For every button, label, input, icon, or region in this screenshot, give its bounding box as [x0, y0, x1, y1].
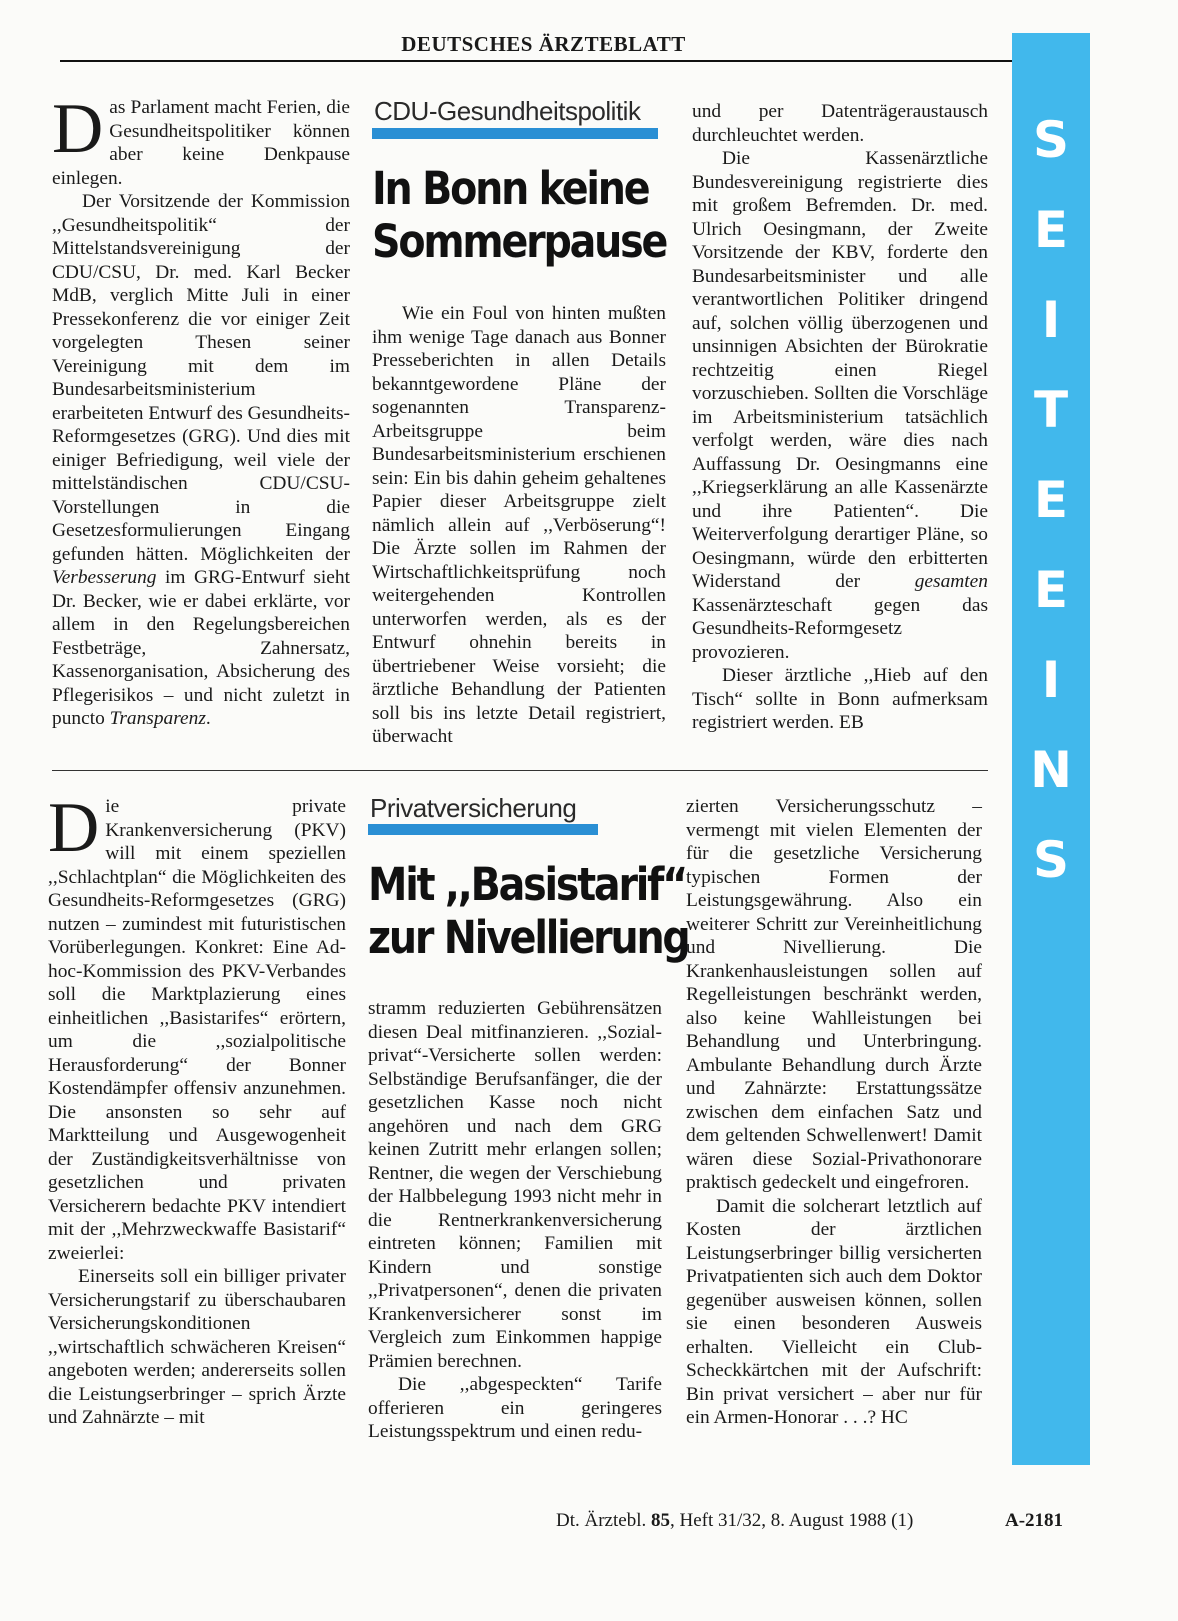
article1-column1 [52, 90, 350, 731]
sidebar-letter: E [1033, 561, 1069, 619]
article2-rubric: Privatversicherung [370, 793, 577, 823]
sidebar-letter: E [1033, 201, 1069, 259]
headline-line: Sommerpause [372, 215, 667, 268]
footer-citation [556, 1510, 1076, 1532]
article2-paragraph: Die ,,abgespeckten“ Tarife offerieren ein geringeres Leistungsspektrum und einen redu- [368, 1374, 662, 1442]
article2-column3 [686, 795, 982, 1430]
article2-column2 [368, 997, 662, 1444]
journal-name: Dt. Ärztebl. [556, 1510, 647, 1531]
article1-headline [372, 162, 666, 268]
sidebar-label [1012, 95, 1090, 905]
article1-paragraph: Dieser ärztliche ,,Hieb auf den Tisch“ sollte in Bonn aufmerksam registriert werden. EB [692, 665, 988, 733]
rubric-underline [372, 128, 658, 139]
rubric-underline [368, 824, 598, 835]
headline-line: In Bonn keine [372, 162, 649, 215]
headline-line: zur Nivellierung [368, 911, 689, 964]
sidebar-letter: S [1032, 831, 1069, 889]
headline-line: Mit ,,Basistarif“ [368, 858, 687, 911]
sidebar-letter: I [1041, 651, 1061, 709]
article2-paragraph: Einerseits soll ein billiger privater Versicherungstarif zu überschaubaren Versicherungskonditionen ,,wirtschaftlich schwächeren Kreisen“ angeboten werden; andererseits sollen die Leistungserbringer – sprich Ärzte und Zahnärzte – mit [48, 1266, 346, 1428]
article1-paragraph: und per Datenträgeraustausch durchleuchtet werden. [692, 101, 988, 146]
article2-paragraph: zierten Versicherungsschutz – vermengt mit vielen Elementen der für die gesetzliche Versicherung typischen Formen der Leistungsgewährung. Also ein weiterer Schritt zur Vereinheitlichung und Nivellierung. Die Krankenhausleistungen sollen auf Regelleistungen beschränkt werden, also keine Wahlleistungen bei Behandlung und Unterbringung. Ambulante Behandlung durch Ärzte und Zahnärzte: Erstattungssätze zwischen dem einfachen Satz und dem geltenden Schwellenwert! Damit wären diese Sozial-Privathonorare praktisch gedeckelt und eingefroren. [686, 796, 982, 1193]
journal-volume: 85 [650, 1510, 670, 1531]
article2-paragraph: Die private Krankenversicherung (PKV) will mit einem speziellen ,,Schlachtplan“ die Möglichkeiten des Gesundheits-Reformgesetzes (GRG) nutzen – zumindest mit futuristischen Vorüberlegungen. Konkret: Eine Ad-hoc-Kommission des PKV-Verbandes soll die Marktplazierung eines einheitlichen ,,Basistarifes“ erörtern, um die ,,sozialpolitische Herausforderung“ der Bonner Kostendämpfer offensiv anzunehmen. Die ansonsten so sehr auf Marktteilung und Ausgewogenheit der Zuständigkeitsverhältnisse von gesetzlichen und privaten Versicherern bedachte PKV intendiert mit der ,,Mehrzweckwaffe Basistarif“ zweierlei: [48, 789, 346, 1264]
article1-column2 [372, 302, 666, 749]
sidebar-letter: E [1033, 471, 1069, 529]
dropcap: D [52, 90, 104, 168]
sidebar-letter: T [1033, 381, 1069, 439]
sidebar-letter: S [1032, 111, 1069, 169]
sidebar-letter: N [1030, 741, 1072, 799]
article1-paragraph: Der Vorsitzende der Kommission ,,Gesundheitspolitik“ der Mittelstandsvereinigung der CDU/CSU, Dr. med. Karl Becker MdB, verglich Mitte Juli in einer Pressekonferenz die vor einiger Zeit vorgelegten Thesen seiner Vereinigung mit dem im Bundesarbeitsministerium erarbeiteten Entwurf des Gesundheits-Reformgesetzes (GRG). Und dies mit einiger Befriedigung, weil viele der mittelständischen CDU/CSU-Vorstellungen in die Gesetzesformulierungen Eingang gefunden hätten. Möglichkeiten der Verbesserung im GRG-Entwurf sieht Dr. Becker, wie er dabei erklärte, vor allem in den Regelungsbereichen Festbeträge, Zahnersatz, Kassenorganisation, Absicherung des Pflegerisikos – und nicht zuletzt in puncto Transparenz. [52, 191, 350, 729]
article1-column3 [692, 100, 988, 735]
page-number: A-2181 [1005, 1510, 1064, 1531]
sidebar-letter: I [1041, 291, 1061, 349]
article-divider [52, 770, 988, 771]
journal-issue: , Heft 31/32, 8. August 1988 (1) [669, 1510, 914, 1531]
article2-paragraph: stramm reduzierten Gebührensätzen diesen Deal mitfinanzieren. ,,Sozial-privat“-Versicherte sollen werden: Selbständige Berufsanfänger, die der gesetzlichen Kasse noch nicht angehören und nach dem GRG keinen Zutritt mehr erlangen sollen; Rentner, die wegen der Verschiebung der Halbbelegung 1993 nicht mehr in die Rentnerkrankenversicherung eintreten können; Familien mit Kindern und sonstige ,,Privatpersonen“, denen die privaten Krankenversicherer sonst im Vergleich zum Einkommen happige Prämien berechnen. [368, 998, 662, 1372]
article2-column1 [48, 789, 346, 1430]
article2-headline [368, 858, 689, 964]
article1-paragraph: Die Kassenärztliche Bundesvereinigung registrierte dies mit großem Befremden. Dr. med. Ulrich Oesingmann, der Zweite Vorsitzende der KBV, forderte den Bundesarbeitsminister und alle verantwortlichen Politiker dringend auf, solchen völlig überzogenen und unsinnigen Absichten der Bürokratie rechtzeitig einen Riegel vorzuschieben. Sollten die Vorschläge im Arbeitsministerium tatsächlich verfolgt werden, wäre dies nach Auffassung Dr. Oesingmanns eine ,,Kriegserklärung an alle Kassenärzte und ihre Patienten“. Die Weiterverfolgung derartiger Pläne, so Oesingmann, würde den erbitterten Widerstand der gesamten Kassenärzteschaft gegen das Gesundheits-Reformgesetz provozieren. [692, 148, 988, 663]
article1-paragraph: Das Parlament macht Ferien, die Gesundheitspolitiker können aber keine Denkpause einlegen. [52, 90, 350, 189]
article2-paragraph: Damit die solcherart letztlich auf Kosten der ärztlichen Leistungserbringer billig versicherten Privatpatienten sich auch dem Doktor gegenüber ausweisen können, sollen sie einen besonderen Ausweis erhalten. Vielleicht ein Club-Scheckkärtchen mit der Aufschrift: Bin privat versichert – aber nur für ein Armen-Honorar . . .? HC [686, 1195, 982, 1428]
article1-paragraph: Wie ein Foul von hinten mußten ihm wenige Tage danach aus Bonner Presseberichten in allen Details bekanntgewordene Pläne der sogenannten Transparenz-Arbeitsgruppe beim Bundesarbeitsministerium erschienen sein: Ein bis dahin geheim gehaltenes Papier dieser Arbeitsgruppe zielt nämlich allein auf ,,Verböserung“! Die Ärzte sollen im Rahmen der Wirtschaftlichkeitsprüfung noch weitergehenden Kontrollen unterworfen werden, als es der Entwurf ohnehin bereits in übertriebener Weise vorsieht; die ärztliche Behandlung der Patienten soll bis ins letzte Detail registriert, überwacht [372, 303, 666, 747]
article1-rubric: CDU-Gesundheitspolitik [374, 96, 641, 126]
seite-eins-sidebar [1012, 33, 1090, 1465]
dropcap: D [48, 789, 100, 867]
masthead: DEUTSCHES ÄRZTEBLATT [60, 30, 1027, 62]
